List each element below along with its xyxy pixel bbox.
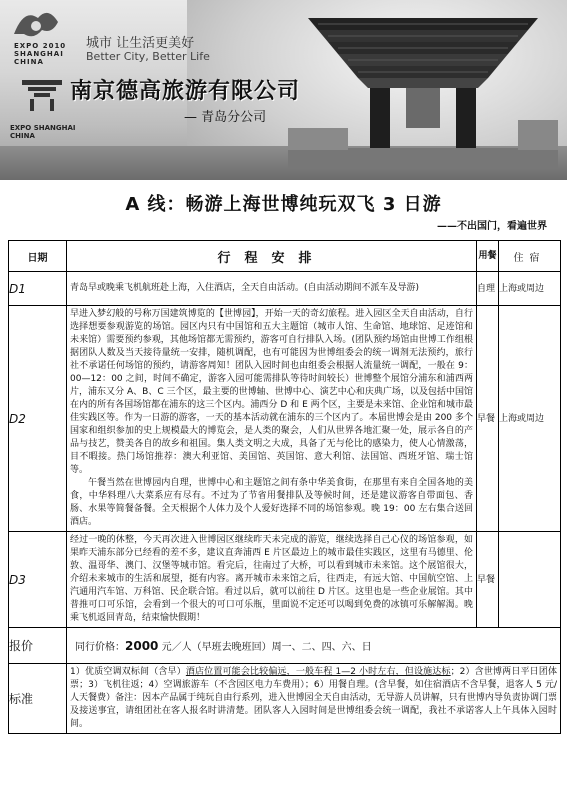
branch-name: — 青岛分公司	[184, 110, 267, 125]
itinerary-table	[8, 240, 561, 734]
stay-d3	[499, 532, 561, 628]
meal-d3: 早餐	[477, 532, 499, 628]
table-row	[9, 306, 561, 532]
stay-d1: 上海或周边	[499, 272, 561, 306]
plan-d2	[67, 306, 477, 532]
price-suffix: 元／人（早班去晚班回）周一、二、四、六、日	[161, 642, 372, 653]
page-subtitle: ——不出国门，看遍世界	[437, 221, 547, 232]
header-banner	[0, 0, 567, 180]
slogan-chinese: 城市 让生活更美好	[86, 36, 195, 51]
header-day: 日期	[9, 241, 67, 272]
plan-d3: 经过一晚的休整，今天再次进入世博园区继续昨天未完成的游览，继续选择自己心仪的场馆参观，如果昨天浦东部分已经看的差不多，建议直奔浦西 E 片区最边上的城市最佳实践区，这里有马德里、伦敦、温哥华、澳门、汉堡等城市馆。看完后，往南过了大桥，可以看到城市未来馆。这个展馆很大，介绍未来城市的生活和展望，挺有内容。离开城市未来馆之后，往西走，有远大馆、中国航空馆、上汽通用汽车馆、万科馆、民企联合馆。看过以后，就可以前往 D 片区。这里也是一些企业展馆。其中普推可口可乐馆，会看到一个很大的可口可乐瓶，里面说不定还可以喝到免费的冰镇可乐解解渴。晚乘飞机返回青岛，结束愉快假期！	[67, 532, 477, 628]
header-meal: 用餐	[477, 241, 499, 272]
price-content	[67, 628, 561, 664]
table-row	[9, 532, 561, 628]
meal-d2: 早餐	[477, 306, 499, 532]
day-label-d2: D2	[9, 306, 67, 532]
plan-d1: 青岛早或晚乘飞机航班赴上海，入住酒店，全天自由活动。(自由活动期间不派车及导游)	[67, 272, 477, 306]
day-label-d1: D1	[9, 272, 67, 306]
price-row	[9, 628, 561, 664]
price-label: 报价	[9, 628, 67, 664]
header-plan: 行程安排	[67, 241, 477, 272]
notes-row	[9, 664, 561, 734]
table-header-row	[9, 241, 561, 272]
plan-d2-paragraph-2: 午餐当然在世博园内自理，世博中心和主题馆之间有条中华美食街，在那里有来自全国各地的美食，中华料理八大菜系应有尽有。不过为了节省用餐排队及等候时间，还是建议游客自带面包、香肠、水果等简餐备餐。全天根据个人体力及个人爱好选择不同的场馆参观。晚 19：00 左右集合送回酒店。	[70, 478, 473, 527]
notes-content	[67, 664, 561, 734]
notes-label: 标准	[9, 664, 67, 734]
notes-part-2: 酒店位置可能会比较偏远，一般车程 1—2 小时左右，但设施达标	[185, 667, 451, 677]
page-title: A 线：畅游上海世博纯玩双飞 3 日游	[125, 194, 442, 215]
price-amount: 2000	[125, 639, 159, 653]
day-label-d3: D3	[9, 532, 67, 628]
expo-logo-text: EXPO 2010 SHANGHAI CHINA	[14, 42, 67, 66]
expo-emblem-icon	[14, 76, 70, 116]
meal-d1: 自理	[477, 272, 499, 306]
price-prefix: 同行价格：	[75, 642, 125, 653]
slogan-english: Better City, Better Life	[86, 50, 210, 63]
expo-small-text: EXPO SHANGHAI CHINA	[10, 124, 76, 140]
china-pavilion-image	[288, 8, 558, 168]
plan-d2-paragraph-1: 早进入梦幻般的号称万国建筑博览的【世博园】，开始一天的奇幻旅程。进入园区全天自由活动，自行选择想要参观游览的场馆。园区内只有中国馆和五大主题馆（城市人馆、生命馆、地球馆、足迹馆和未来馆）需要预约参观，其他场馆都无需预约，游客可自行排队入场。(团队预约场馆由世博工作组根据团队人数及当天接待量统一安排，随机调配，也有可能因为世博组委会的统一调剂无法预约，旅行社不承诺任何场馆的预约，请游客周知！团队入园时间也由组委会根据人流量统一调配，一般在 9：00—12：00 之间，时间不确定，游客入园可能需排队等待时间较长）世博整个展馆分浦东和浦西两片，浦东又分 A、B、C 三个区，最主要的世博轴、世博中心、演艺中心和庆典广场，以及包括中国馆在内的所有各国场馆都在浦东的这三个区内。浦西分 D 和 E 两个区，主要是未来馆、企业馆和城市最佳实践区等。作为一日游的游客，一天的基本活动就在浦东的三个区内了。本届世博会是由 200 多个国家和组织参加的史上规模最大的博览会，是人类的聚会，人们从世界各地汇聚一处，展示各自的产品与技艺，赞美各自的故乡和祖国。集人类文明之大成，具备了无与伦比的感染力，使人心情激荡，目不暇接。热门场馆推荐：澳大利亚馆、美国馆、英国馆、意大利馆、法国馆、西班牙馆、瑞士馆等。	[70, 309, 473, 475]
table-row	[9, 272, 561, 306]
company-name: 南京德高旅游有限公司	[70, 79, 301, 104]
notes-part-3: ；2）含世博两日平日团体票；3）飞机往返；4）空调旅游车（不含园区电力车费用）；6）用餐自理。(含早餐，如住宿酒店不含早餐，退客人 5 元/人天餐费）备注：因本产品属于纯玩自由行系列，进入世博园全天自由活动，无导游人员讲解，只有世博内导负责协调门票及接送事宜，请组团社在客人报名时讲清楚。团队客人入园时间是世博组委会统一调配，我社不承诺客人上午具体入园时间。	[70, 667, 557, 729]
notes-part-1: 1）优质空调双标间（含早）	[70, 667, 186, 677]
stay-d2: 上海或周边	[499, 306, 561, 532]
header-stay: 住宿	[499, 241, 561, 272]
